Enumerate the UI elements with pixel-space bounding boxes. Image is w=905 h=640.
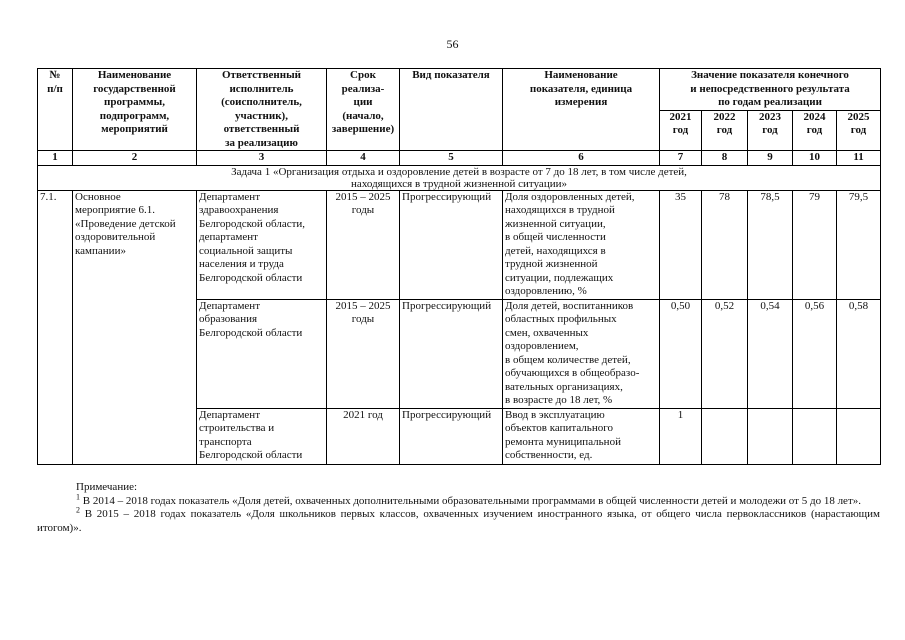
header-year-2023: 2023 год	[748, 110, 793, 151]
row-indicator-name: Доля оздоровленных детей, находящихся в трудной жизненной ситуации, в общей численности детей, находящихся в трудной жизненной ситуации, подлежащих оздоровлению, %	[503, 190, 660, 299]
header-year-2022: 2022 год	[702, 110, 748, 151]
row-value-2021: 35	[660, 190, 702, 299]
column-number: 11	[837, 151, 881, 166]
item-number: 7.1.	[38, 190, 73, 464]
row-executor: Департамент здравоохранения Белгородской области, департамент социальной защиты населения и труда Белгородской области	[197, 190, 327, 299]
footnote-1-text: В 2014 – 2018 годах показатель «Доля детей, охваченных дополнительными образовательными программами в общей численности детей и молодежи от 5 до 18 лет».	[82, 494, 861, 507]
notes-heading: Примечание:	[76, 481, 138, 493]
header-indicator-name: Наименование показателя, единица измерения	[503, 69, 660, 151]
column-number: 4	[327, 151, 400, 166]
row-value-2021: 0,50	[660, 299, 702, 408]
row-value-2023: 0,54	[748, 299, 793, 408]
item-name: Основное мероприятие 6.1. «Проведение детской оздоровительной кампании»	[73, 190, 197, 464]
row-indicator-name: Ввод в эксплуатацию объектов капитального ремонта муниципальной собственности, ед.	[503, 408, 660, 464]
header-no: № п/п	[38, 69, 73, 151]
footnote-2	[37, 505, 881, 535]
column-number: 1	[38, 151, 73, 166]
header-indicator-type: Вид показателя	[400, 69, 503, 151]
column-number: 9	[748, 151, 793, 166]
row-value-2025: 0,58	[837, 299, 881, 408]
row-value-2024: 0,56	[793, 299, 837, 408]
row-value-2022: 0,52	[702, 299, 748, 408]
header-year-2025: 2025 год	[837, 110, 881, 151]
row-value-2025: 79,5	[837, 190, 881, 299]
footnote-1-mark: 1	[76, 491, 80, 501]
row-period: 2021 год	[327, 408, 400, 464]
column-number: 2	[73, 151, 197, 166]
row-indicator-type: Прогрессирующий	[400, 299, 503, 408]
column-number: 6	[503, 151, 660, 166]
column-number-row	[38, 151, 881, 166]
footnote-2-mark: 2	[76, 505, 80, 515]
header-program: Наименование государственной программы, подпрограмм, мероприятий	[73, 69, 197, 151]
row-value-2024	[793, 408, 837, 464]
header-year-2021: 2021 год	[660, 110, 702, 151]
indicators-table	[37, 68, 881, 465]
row-value-2025	[837, 408, 881, 464]
row-indicator-type: Прогрессирующий	[400, 190, 503, 299]
header-row	[38, 69, 881, 111]
row-executor: Департамент строительства и транспорта Белгородской области	[197, 408, 327, 464]
task-title: Задача 1 «Организация отдыха и оздоровление детей в возрасте от 7 до 18 лет, в том числе детей, находящихся в трудной жизненной ситуации»	[38, 165, 881, 190]
footnote-1	[37, 491, 880, 509]
row-value-2022	[702, 408, 748, 464]
footnote-2-text: В 2015 – 2018 годах показатель «Доля школьников первых классов, охваченных изучением иностранного языка, от общего числа первоклассников (нарастающим итогом)».	[37, 508, 881, 534]
row-value-2023: 78,5	[748, 190, 793, 299]
task-row	[38, 165, 881, 190]
column-number: 3	[197, 151, 327, 166]
row-period: 2015 – 2025 годы	[327, 299, 400, 408]
notes-block	[37, 481, 880, 535]
table-row	[38, 190, 881, 299]
row-value-2024: 79	[793, 190, 837, 299]
header-values-group: Значение показателя конечного и непосредственного результата по годам реализации	[660, 69, 881, 111]
header-period: Срок реализа- ции (начало, завершение)	[327, 69, 400, 151]
column-number: 7	[660, 151, 702, 166]
row-indicator-type: Прогрессирующий	[400, 408, 503, 464]
row-value-2021: 1	[660, 408, 702, 464]
header-year-2024: 2024 год	[793, 110, 837, 151]
row-period: 2015 – 2025 годы	[327, 190, 400, 299]
column-number: 10	[793, 151, 837, 166]
page-number: 56	[446, 37, 459, 51]
row-indicator-name: Доля детей, воспитанников областных профильных смен, охваченных оздоровлением, в общем количестве детей, обучающихся в общеобразо- вательных организациях, в возрасте до 18 лет, %	[503, 299, 660, 408]
column-number: 5	[400, 151, 503, 166]
row-executor: Департамент образования Белгородской области	[197, 299, 327, 408]
row-value-2023	[748, 408, 793, 464]
column-number: 8	[702, 151, 748, 166]
row-value-2022: 78	[702, 190, 748, 299]
header-executor: Ответственный исполнитель (соисполнитель, участник), ответственный за реализацию	[197, 69, 327, 151]
